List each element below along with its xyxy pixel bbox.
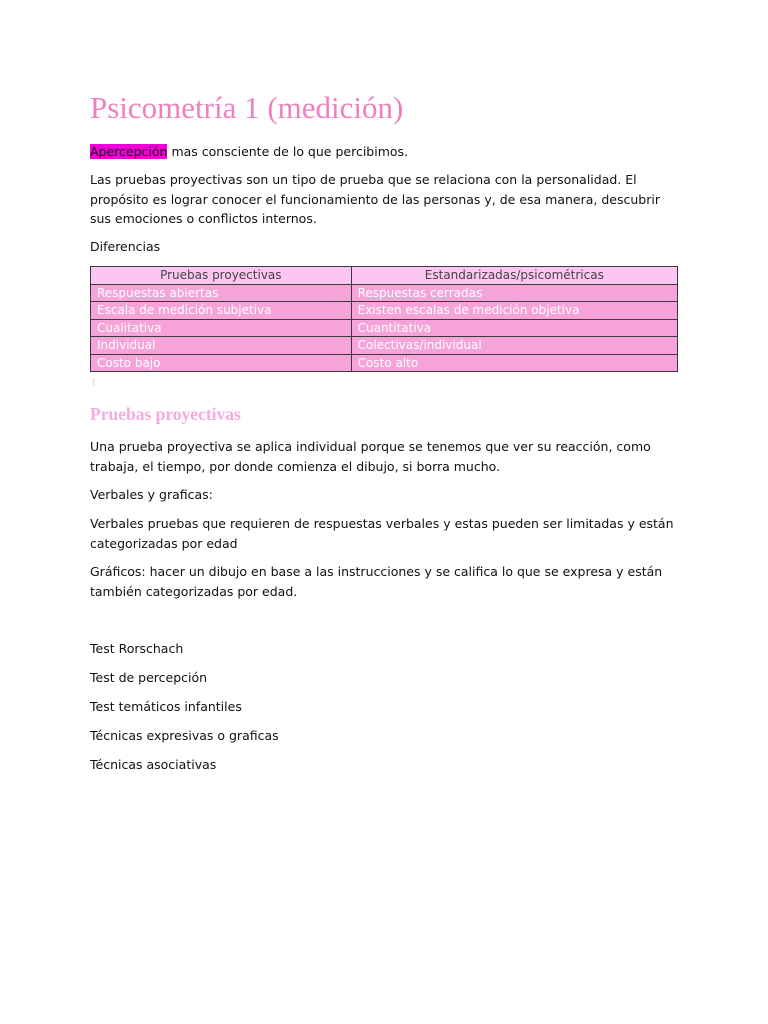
highlighted-term: Apercepción: [90, 144, 168, 159]
intro-paragraph: [90, 142, 680, 162]
intro-text: mas consciente de lo que percibimos.: [167, 144, 409, 159]
table-cell: Respuestas abiertas: [91, 284, 352, 302]
table-cell: Costo bajo: [91, 354, 352, 372]
paragraph-projective-tests: Las pruebas proyectivas son un tipo de prueba que se relaciona con la personalidad. El propósito es lograr conocer el funcionamiento de las personas y, de esa manera, descubrir sus emociones o conflictos internos.: [90, 172, 660, 226]
differences-label: Diferencias: [90, 239, 161, 254]
test-item: Técnicas asociativas: [90, 757, 217, 772]
table-cell: Cuantitativa: [351, 319, 677, 337]
table-header-row: [91, 267, 678, 285]
test-item: Test Rorschach: [90, 641, 184, 656]
table-row: [91, 354, 678, 372]
table-cell: Individual: [91, 337, 352, 355]
table-header-standardized: Estandarizadas/psicométricas: [351, 267, 677, 285]
table-cell: Escala de medición subjetiva: [91, 302, 352, 320]
table-cell: Cualitativa: [91, 319, 352, 337]
paragraph-verbal-tests: Verbales pruebas que requieren de respuestas verbales y estas pueden ser limitadas y están categorizadas por edad: [90, 516, 674, 551]
table-header-projective: Pruebas proyectivas: [91, 267, 352, 285]
table-cell: Costo alto: [351, 354, 677, 372]
test-item: Test de percepción: [90, 670, 208, 685]
test-item: Test temáticos infantiles: [90, 699, 242, 714]
document-title: Psicometría 1 (medición): [90, 90, 404, 125]
table-row: [91, 319, 678, 337]
test-item: Técnicas expresivas o graficas: [90, 728, 279, 743]
paragraph-graphic-tests: Gráficos: hacer un dibujo en base a las instrucciones y se califica lo que se expresa y están también categorizadas por edad.: [90, 564, 663, 599]
table-row: [91, 284, 678, 302]
paragraph-verbal-graphic: Verbales y graficas:: [90, 487, 213, 502]
table-row: [91, 302, 678, 320]
table-row: [91, 337, 678, 355]
table-cell: Respuestas cerradas: [351, 284, 677, 302]
differences-table: [90, 266, 678, 372]
paragraph-mark: (: [92, 378, 96, 388]
section-heading: Pruebas proyectivas: [90, 404, 241, 424]
table-cell: Existen escalas de medición objetiva: [351, 302, 677, 320]
paragraph-individual-application: Una prueba proyectiva se aplica individual porque se tenemos que ver su reacción, como trabaja, el tiempo, por donde comienza el dibujo, si borra mucho.: [90, 439, 651, 474]
table-cell: Colectivas/individual: [351, 337, 677, 355]
